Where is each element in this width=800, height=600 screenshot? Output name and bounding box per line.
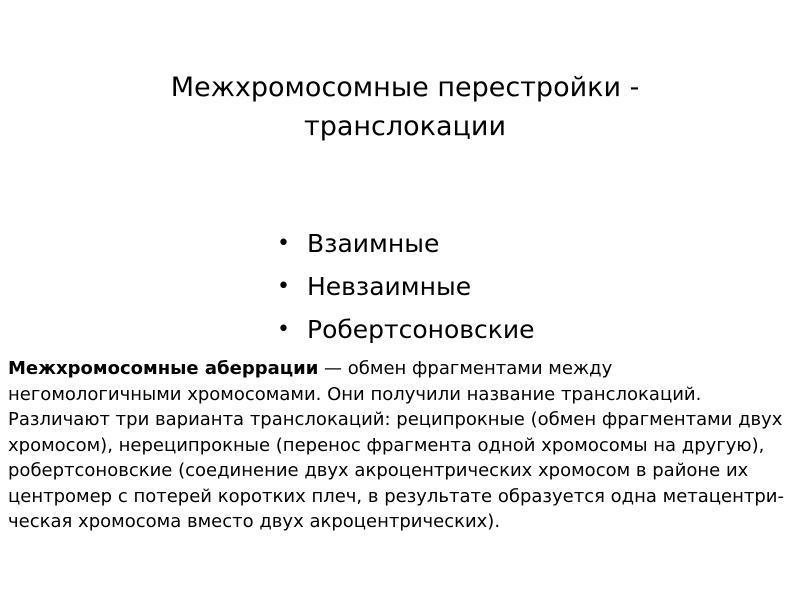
paragraph-lead-term: Межхромосомные аберрации: [8, 358, 319, 379]
paragraph-body: — обмен фрагментами между негомологичными хромосомами. Они получили название транслокаций. Различают три варианта транслокаций: реципрокные (обмен фрагментами двух хромосом), нереципрокные (перенос фрагмента одной хромосомы на другую), робертсоновские (соединение двух акроцентрических хромосом в районе их центромер с потерей коротких плеч, в результате образуется одна метацентри-ческая хромосома вместо двух акроцентрических).: [8, 358, 784, 532]
bullet-item: [272, 222, 535, 265]
bullet-item: [272, 308, 535, 351]
bullet-icon: •: [277, 317, 290, 342]
bullet-label: Взаимные: [307, 229, 440, 258]
bullet-icon: •: [277, 231, 290, 256]
bullet-icon: •: [277, 274, 290, 299]
bullet-list: [272, 222, 535, 351]
bullet-label: Невзаимные: [307, 272, 472, 301]
slide-title: Межхромосомные перестройки - транслокации: [170, 72, 640, 142]
description-paragraph: [8, 356, 788, 535]
bullet-item: [272, 265, 535, 308]
bullet-label: Робертсоновские: [307, 315, 535, 344]
